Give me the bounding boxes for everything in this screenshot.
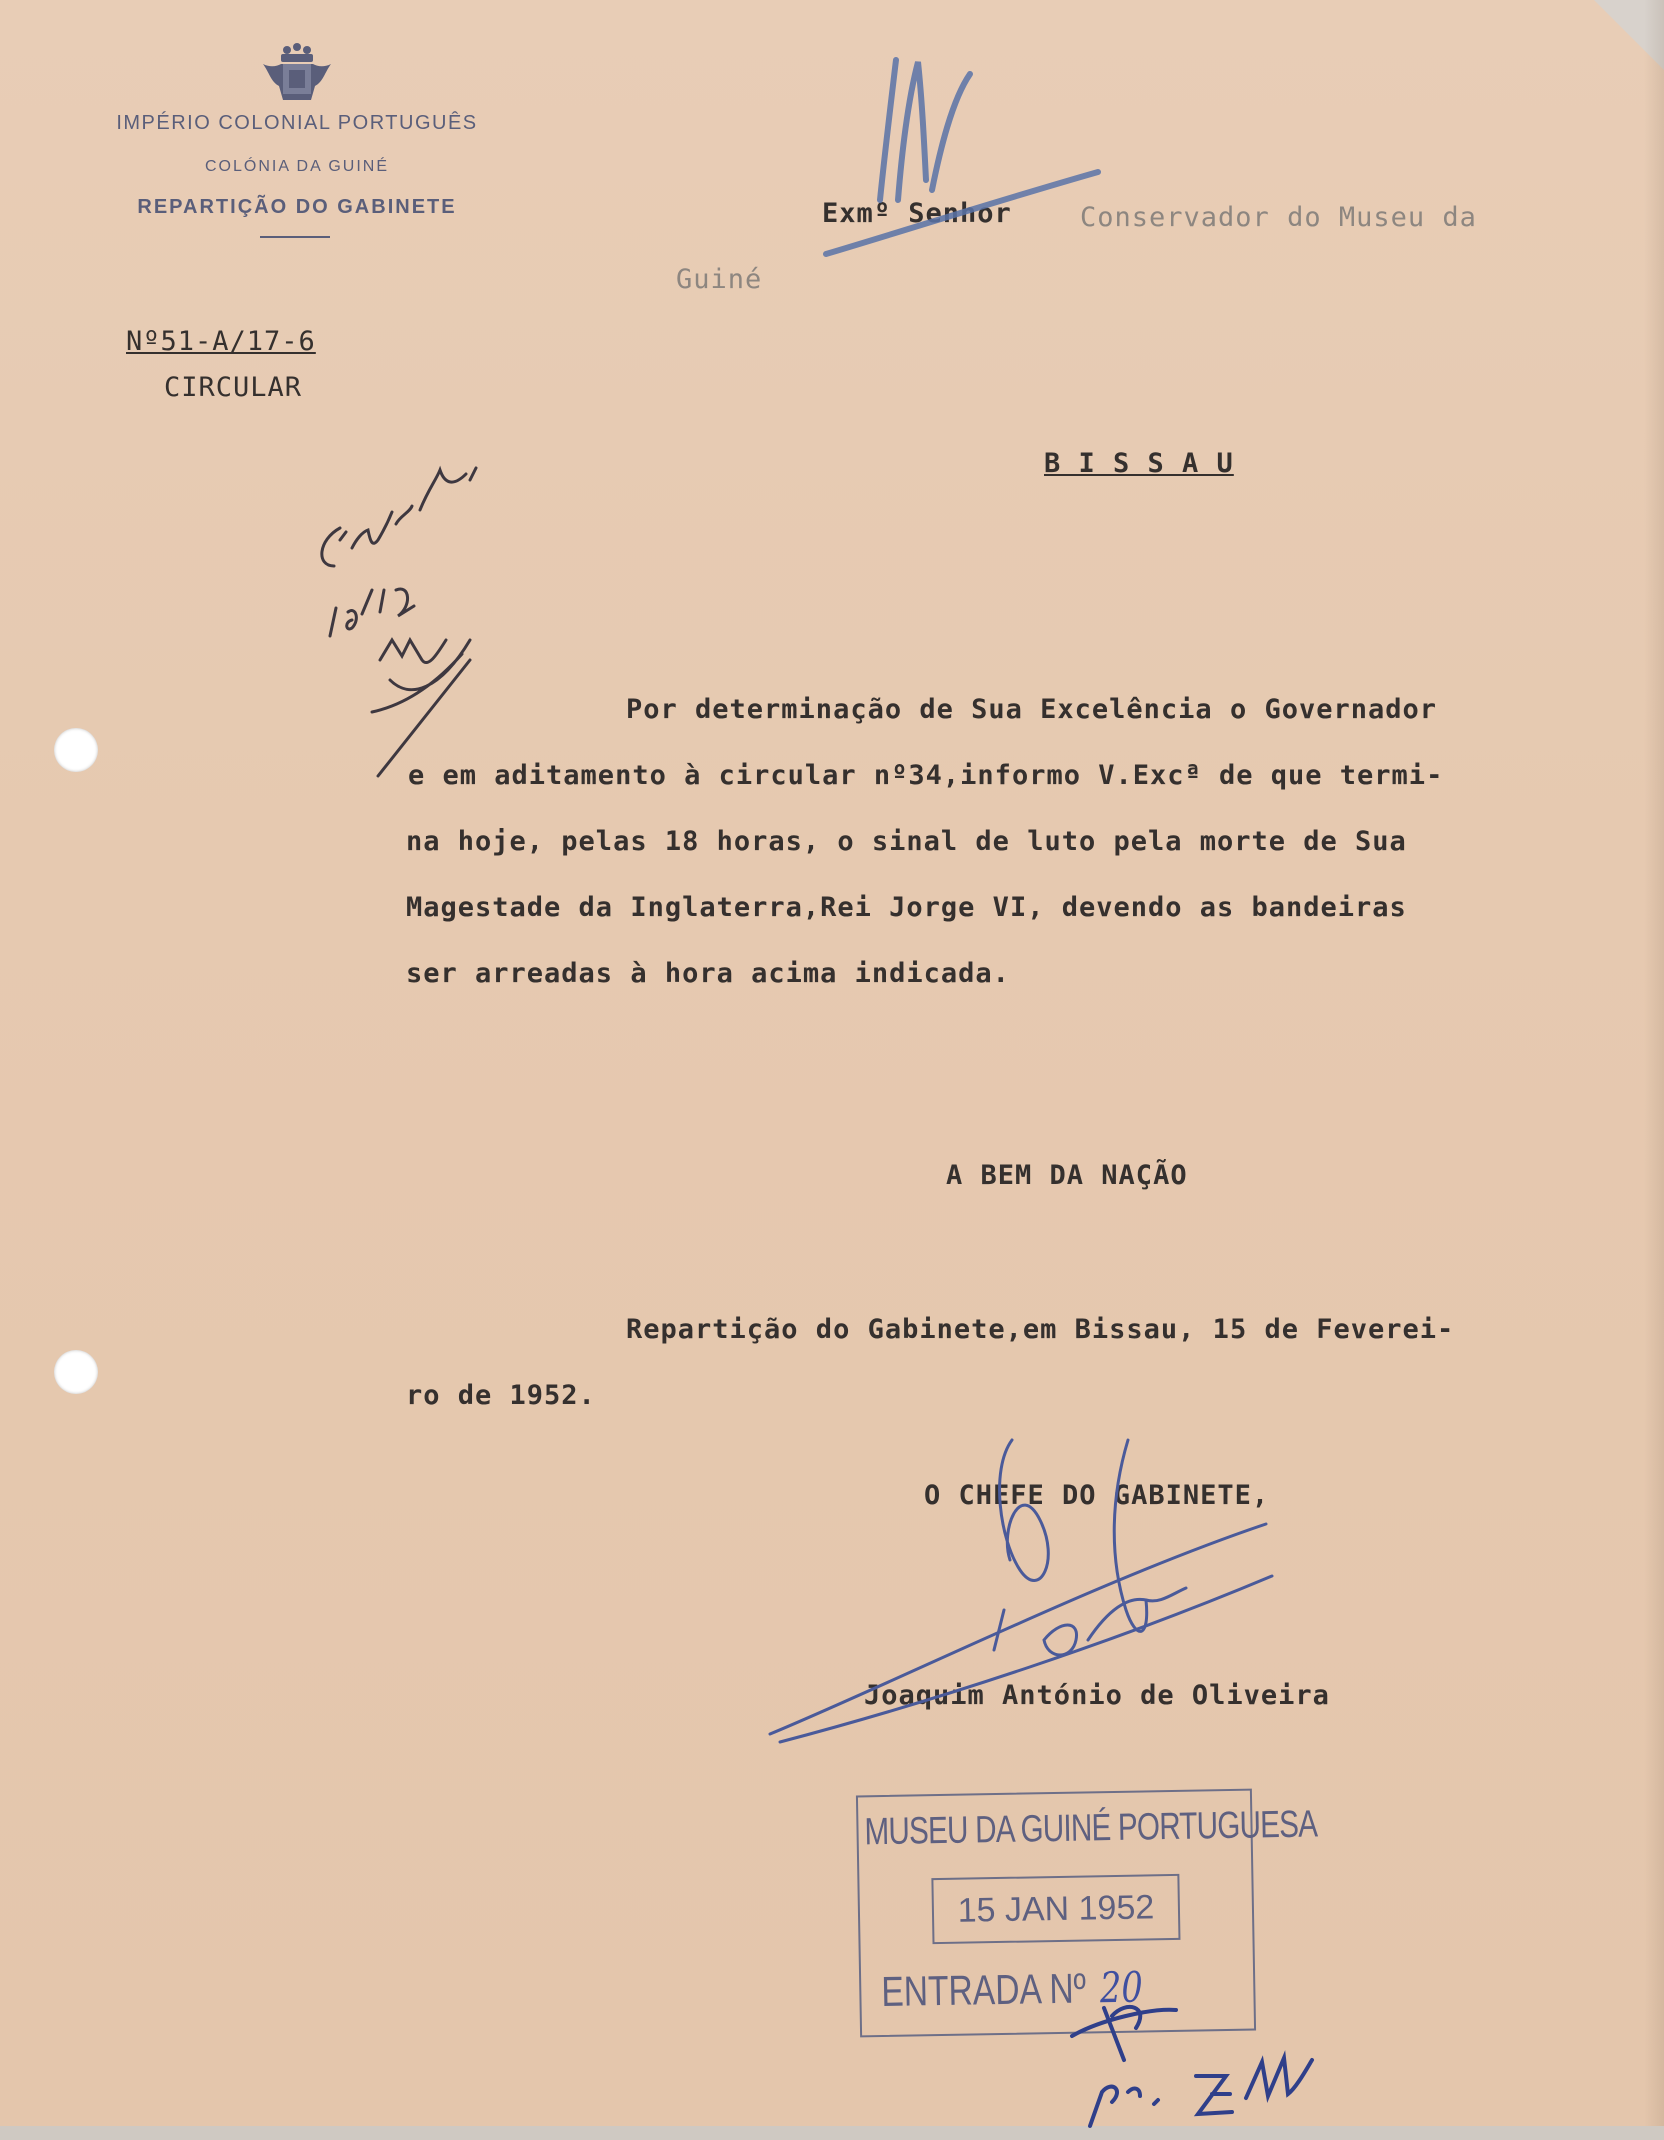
body-line-5: ser arreadas à hora acima indicada.	[406, 958, 1010, 989]
stamp-date: 15 JAN 1952	[931, 1874, 1180, 1944]
punch-hole-top	[54, 728, 98, 772]
addressee-salutation: Exmº Senhor	[822, 198, 1012, 229]
stamp-entry-number: 20	[1099, 1962, 1144, 2013]
reference-type: CIRCULAR	[164, 372, 303, 403]
addressee-city: B I S S A U	[1044, 448, 1234, 479]
body-line-2: e em aditamento à circular nº34,informo V.Excª de que termi-	[408, 760, 1444, 791]
place-date-line-1: Repartição do Gabinete,em Bissau, 15 de Feverei-	[626, 1314, 1455, 1345]
letterhead-colony: COLÓNIA DA GUINÉ	[204, 158, 390, 175]
stamp-entry-label-text: ENTRADA Nº	[880, 1964, 1087, 2016]
letterhead-rule	[260, 236, 330, 238]
reference-number: Nº51-A/17-6	[126, 326, 316, 357]
body-line-1: Por determinação de Sua Excelência o Governador	[626, 694, 1438, 725]
museum-entry-stamp	[856, 1789, 1318, 2038]
letterhead-department: REPARTIÇÃO DO GABINETE	[137, 196, 457, 218]
stamp-institution: MUSEU DA GUINÉ PORTUGUESA	[864, 1803, 1318, 1854]
page-edge-shadow	[1644, 0, 1664, 2140]
addressee-title-line2: Guiné	[676, 264, 763, 295]
body-line-3: na hoje, pelas 18 horas, o sinal de luto pela morte de Sua	[406, 826, 1407, 857]
signatory-role: O CHEFE DO GABINETE,	[924, 1480, 1270, 1511]
closing-formula: A BEM DA NAÇÃO	[946, 1160, 1188, 1191]
letterhead-empire: IMPÉRIO COLONIAL PORTUGUÊS	[116, 112, 478, 134]
place-date-line-2: ro de 1952.	[406, 1380, 596, 1411]
page-bottom-edge	[0, 2126, 1664, 2140]
body-line-4: Magestade da Inglaterra,Rei Jorge VI, devendo as bandeiras	[406, 892, 1407, 923]
signatory-name: Joaquim António de Oliveira	[864, 1680, 1330, 1711]
punch-hole-bottom	[54, 1350, 98, 1394]
addressee-title-line1: Conservador do Museu da	[1080, 202, 1477, 233]
stamp-entry-label	[881, 1963, 1143, 2017]
